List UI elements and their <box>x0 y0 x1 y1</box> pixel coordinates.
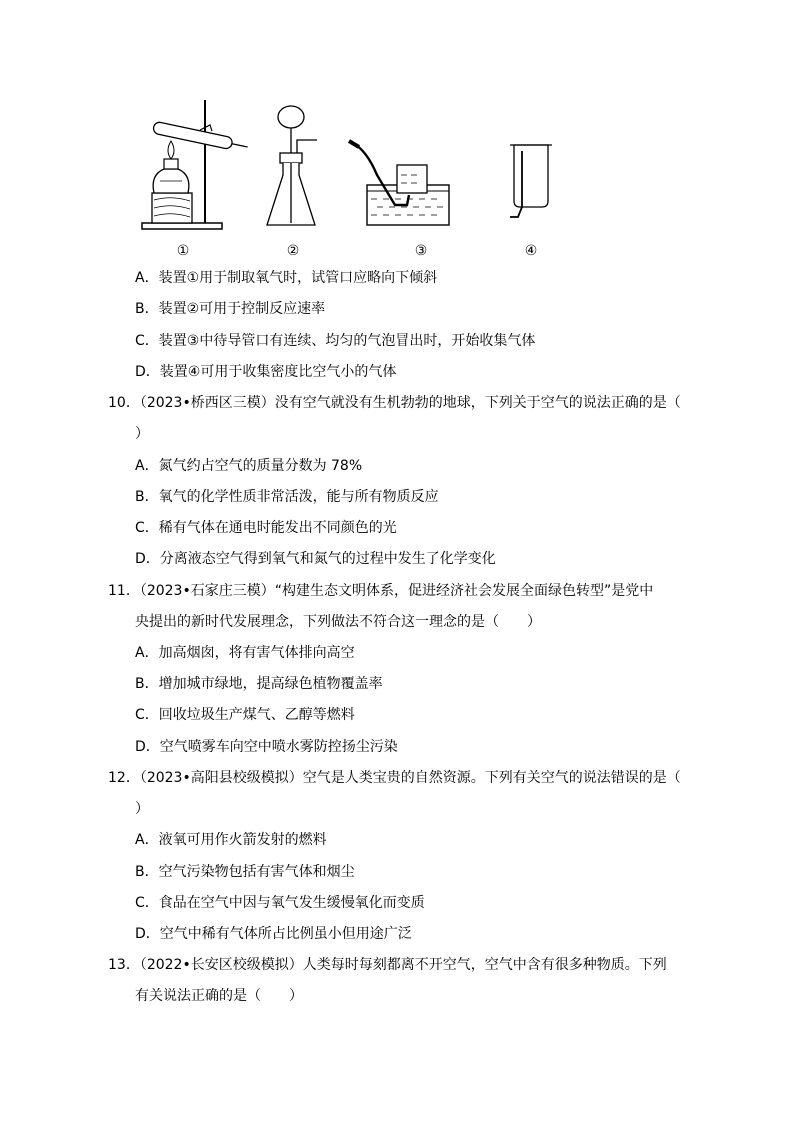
q9-option-c: C．装置③中待导管口有连续、均匀的气泡冒出时，开始收集气体 <box>135 333 536 349</box>
apparatus-4-gas-jar <box>500 95 560 235</box>
q10-option-d: D．分离液态空气得到氧气和氮气的过程中发生了化学变化 <box>135 551 496 567</box>
q9-option-d: D．装置④可用于收集密度比空气小的气体 <box>135 364 397 380</box>
q13-stem-cont: 有关说法正确的是（ ） <box>135 988 303 1004</box>
q11-option-a: A．加高烟囱，将有害气体排向高空 <box>135 645 355 661</box>
apparatus-figures <box>135 95 585 265</box>
q11-stem-cont: 央提出的新时代发展理念，下列做法不符合这一理念的是（ ） <box>135 614 541 630</box>
q12-option-d: D．空气中稀有气体所占比例虽小但用途广泛 <box>135 926 412 942</box>
q11-stem: 11．（2023•石家庄三模）“构建生态文明体系，促进经济社会发展全面绿色转型”是党中 <box>108 583 654 599</box>
q10-stem-cont: ） <box>135 426 149 442</box>
q11-option-d: D．空气喷雾车向空中喷水雾防控扬尘污染 <box>135 739 398 755</box>
q9-option-a: A．装置①用于制取氧气时，试管口应略向下倾斜 <box>135 270 438 286</box>
figure-label-4: ④ <box>524 243 538 259</box>
q10-option-a: A．氮气约占空气的质量分数为 78% <box>135 458 363 474</box>
apparatus-1-heating-tube <box>140 95 250 235</box>
q12-option-c: C．食品在空气中因与氧气发生缓慢氧化而变质 <box>135 895 425 911</box>
figure-label-1: ① <box>176 243 190 259</box>
figure-label-3: ③ <box>414 243 428 259</box>
q9-option-b: B．装置②可用于控制反应速率 <box>135 301 326 317</box>
figure-label-2: ② <box>286 243 300 259</box>
q13-stem: 13．（2022•长安区校级模拟）人类每时每刻都离不开空气，空气中含有很多种物质。下列 <box>108 957 667 973</box>
q12-option-a: A．液氧可用作火箭发射的燃料 <box>135 832 327 848</box>
q10-option-b: B．氧气的化学性质非常活泼，能与所有物质反应 <box>135 489 439 505</box>
q12-stem-cont: ） <box>135 801 149 817</box>
apparatus-2-flask-with-funnel <box>263 95 343 235</box>
q11-option-b: B．增加城市绿地，提高绿色植物覆盖率 <box>135 676 383 692</box>
apparatus-3-water-trough <box>347 95 457 235</box>
q12-option-b: B．空气污染物包括有害气体和烟尘 <box>135 864 355 880</box>
q11-option-c: C．回收垃圾生产煤气、乙醇等燃料 <box>135 707 355 723</box>
q12-stem: 12．（2023•高阳县校级模拟）空气是人类宝贵的自然资源。下列有关空气的说法错误的是（ <box>108 770 681 786</box>
q10-option-c: C．稀有气体在通电时能发出不同颜色的光 <box>135 520 397 536</box>
q10-stem: 10．（2023•桥西区三模）没有空气就没有生机勃勃的地球，下列关于空气的说法正确的是（ <box>108 395 681 411</box>
